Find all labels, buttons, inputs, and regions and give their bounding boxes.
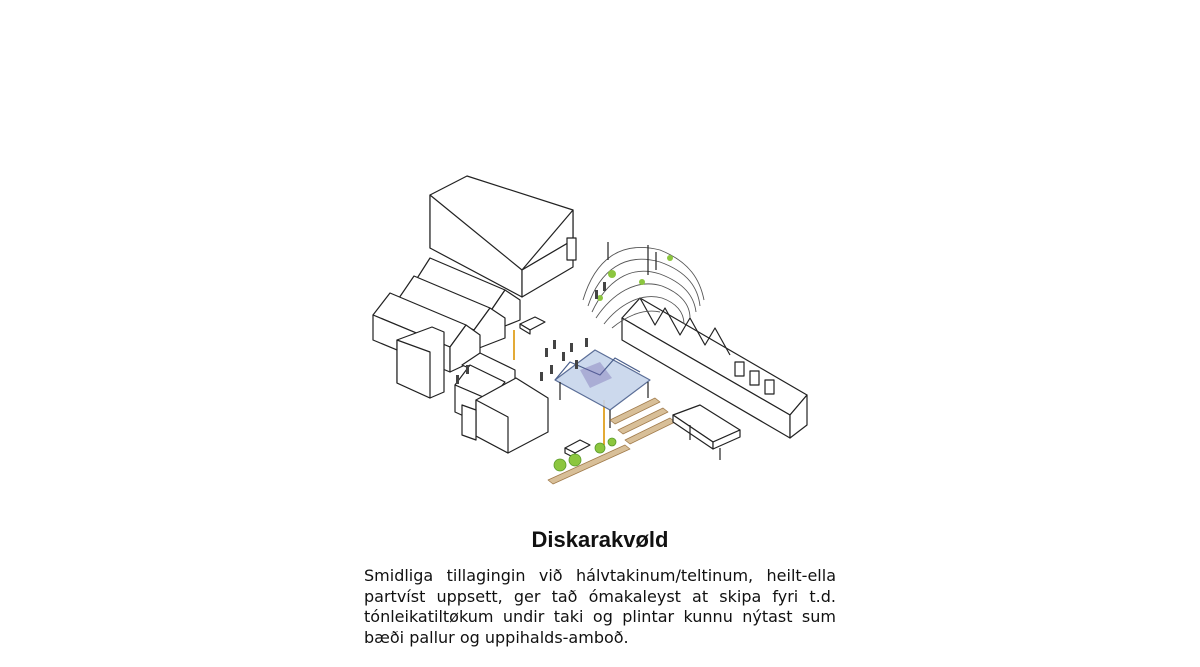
car-upper [520, 317, 545, 334]
canopy-tent [555, 350, 650, 428]
pavilion-lower-right [673, 405, 740, 460]
caption-title: Diskarakvøld [531, 527, 669, 552]
hill-greenery [597, 255, 673, 301]
caption-body: Smidliga tillagingin við hálvtakinum/teltinum, heilt-ella partvíst uppsett, ger tað ómakaleyst at skipa fyri t.d. tónleikatiltøkum undir taki og plintar kunnu nýtast sum bæði pallur og uppihalds-amboð. [364, 566, 836, 647]
